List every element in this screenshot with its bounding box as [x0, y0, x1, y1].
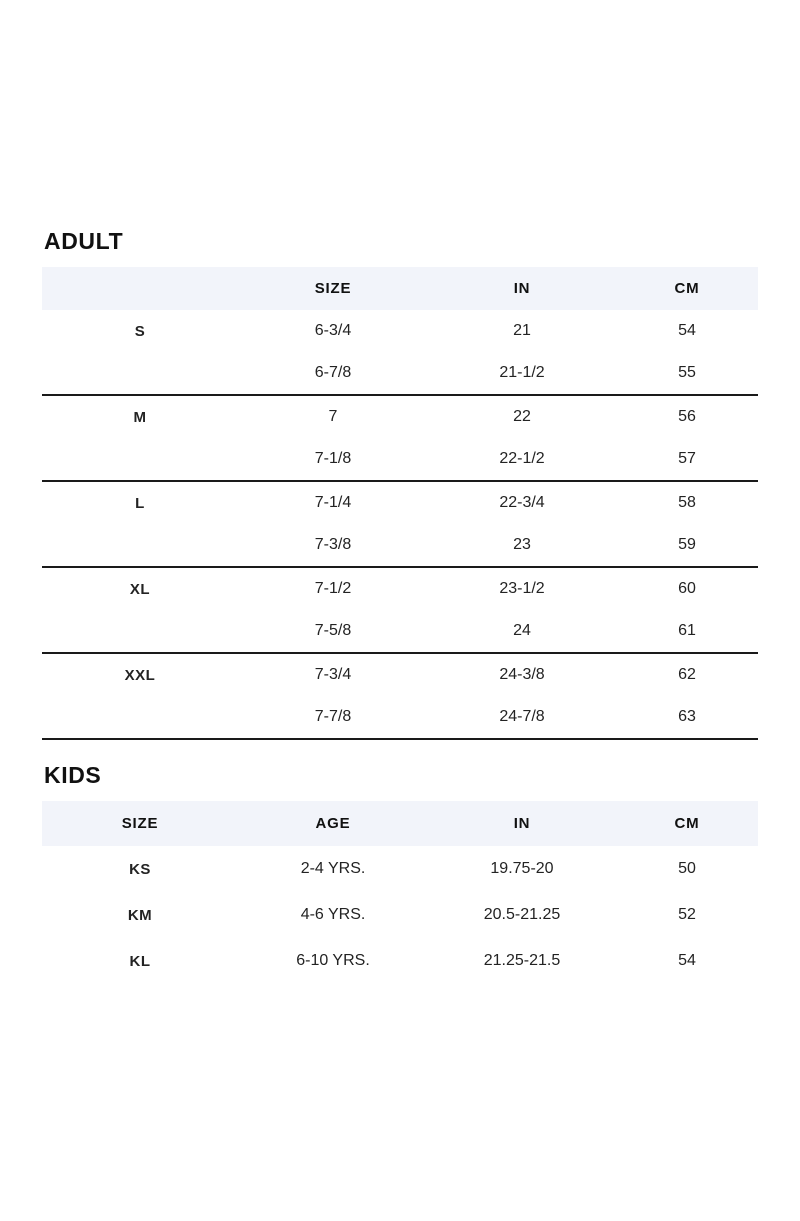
adult-row-label: L: [135, 494, 145, 512]
adult-row-in: 23: [428, 524, 616, 567]
adult-section-title: ADULT: [44, 228, 124, 254]
table-row: [42, 395, 758, 438]
table-row: [42, 567, 758, 610]
kids-row-age: 6-10 YRS.: [296, 952, 370, 969]
adult-row-size: 7-1/4: [314, 494, 352, 511]
table-row: [42, 938, 758, 984]
kids-row-age: 4-6 YRS.: [300, 906, 366, 923]
adult-row-in: 22-1/2: [428, 438, 616, 481]
kids-row-in: 19.75-20: [490, 860, 554, 877]
kids-row-label: KS: [129, 860, 151, 878]
table-row: [42, 653, 758, 696]
adult-row-cm: 54: [678, 322, 696, 339]
table-row: [42, 481, 758, 524]
adult-row-cm: 58: [678, 494, 696, 511]
adult-row-size: 7-3/8: [238, 524, 428, 567]
kids-col-header-age: AGE: [238, 801, 428, 846]
adult-col-header-blank: [42, 267, 238, 310]
adult-row-size: 7: [328, 408, 338, 425]
kids-row-age: 2-4 YRS.: [300, 860, 366, 877]
adult-header-row: [42, 267, 758, 310]
kids-row-label: KM: [127, 906, 153, 924]
kids-section-title: KIDS: [44, 762, 102, 788]
adult-row-in: 21-1/2: [428, 352, 616, 395]
adult-row-cm: 57: [616, 438, 758, 481]
adult-row-label: M: [133, 408, 147, 426]
kids-row-cm: 50: [678, 860, 696, 877]
adult-row-label: XXL: [124, 666, 156, 684]
adult-col-header-size: SIZE: [238, 267, 428, 310]
adult-row-size: 6-7/8: [238, 352, 428, 395]
adult-row-cm: 63: [616, 696, 758, 739]
adult-table-head: [42, 267, 758, 310]
kids-header-row: [42, 801, 758, 846]
kids-col-header-size: SIZE: [42, 801, 238, 846]
adult-row-label: [42, 524, 238, 567]
adult-row-size: 7-1/2: [314, 580, 352, 597]
table-row: [42, 524, 758, 567]
adult-row-label: [42, 610, 238, 653]
adult-row-label: [42, 696, 238, 739]
table-row: [42, 352, 758, 395]
adult-col-header-in: IN: [428, 267, 616, 310]
adult-row-in: 24: [428, 610, 616, 653]
adult-row-cm: 59: [616, 524, 758, 567]
size-chart-content: [42, 228, 758, 984]
adult-row-in: 24-7/8: [428, 696, 616, 739]
adult-row-cm: 60: [678, 580, 696, 597]
adult-row-label: XL: [129, 580, 151, 598]
adult-row-size: 6-3/4: [314, 322, 352, 339]
table-row: [42, 696, 758, 739]
adult-row-size: 7-7/8: [238, 696, 428, 739]
table-row: [42, 892, 758, 938]
adult-row-cm: 61: [616, 610, 758, 653]
table-row: [42, 846, 758, 892]
adult-row-label: S: [134, 322, 146, 340]
adult-row-in: 23-1/2: [499, 580, 545, 597]
adult-row-size: 7-5/8: [238, 610, 428, 653]
kids-row-cm: 52: [678, 906, 696, 923]
adult-row-cm: 55: [616, 352, 758, 395]
kids-col-header-in: IN: [428, 801, 616, 846]
adult-row-size: 7-3/4: [314, 666, 352, 683]
adult-col-header-cm: CM: [616, 267, 758, 310]
adult-row-in: 22: [513, 408, 531, 425]
adult-row-in: 24-3/8: [499, 666, 545, 683]
adult-row-size: 7-1/8: [238, 438, 428, 481]
kids-section: [42, 762, 758, 984]
adult-row-label: [42, 438, 238, 481]
adult-size-table: [42, 267, 758, 740]
adult-row-in: 22-3/4: [499, 494, 545, 511]
table-row: [42, 310, 758, 352]
adult-section: [42, 228, 758, 740]
kids-table-body: [42, 846, 758, 984]
kids-row-label: KL: [129, 952, 151, 970]
adult-table-body: [42, 310, 758, 739]
table-row: [42, 438, 758, 481]
kids-col-header-cm: CM: [616, 801, 758, 846]
kids-row-cm: 54: [678, 952, 696, 969]
kids-row-in: 20.5-21.25: [483, 906, 561, 923]
kids-row-in: 21.25-21.5: [483, 952, 561, 969]
table-row: [42, 610, 758, 653]
adult-row-label: [42, 352, 238, 395]
adult-row-cm: 56: [678, 408, 696, 425]
kids-size-table: [42, 801, 758, 984]
adult-row-in: 21: [513, 322, 531, 339]
kids-table-head: [42, 801, 758, 846]
adult-row-cm: 62: [678, 666, 696, 683]
